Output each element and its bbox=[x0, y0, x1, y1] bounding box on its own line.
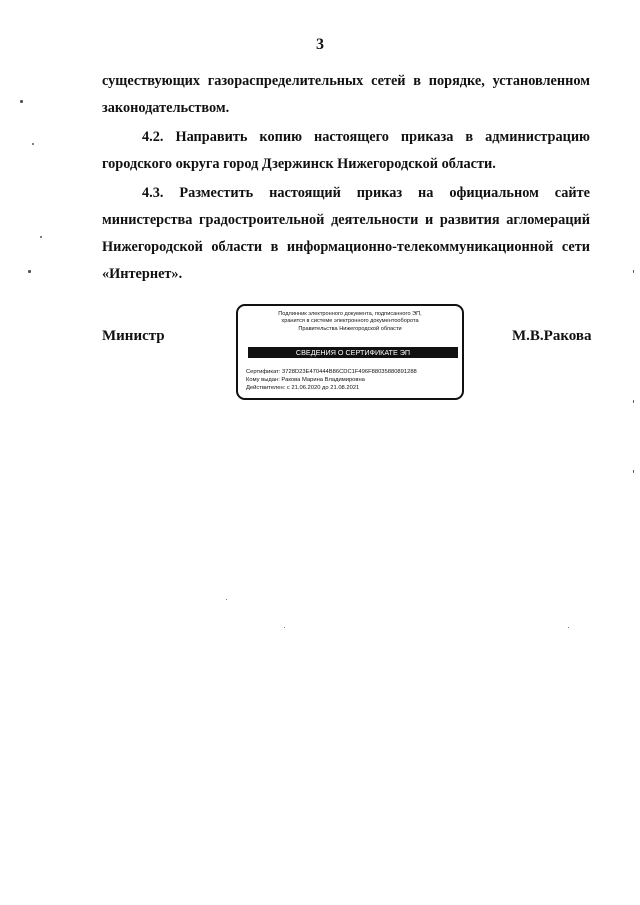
stamp-valid-period: Действителен: с 21.06.2020 до 21.08.2021 bbox=[246, 385, 360, 391]
continuation-line-1: существующих газораспределительных сетей в порядке, установленном bbox=[102, 73, 590, 89]
stamp-notice bbox=[244, 311, 456, 333]
scan-speck bbox=[226, 599, 227, 600]
electronic-signature-stamp bbox=[236, 304, 464, 400]
stamp-notice-line-3: Правительства Нижегородской области bbox=[298, 325, 402, 332]
stamp-details bbox=[246, 368, 417, 392]
stamp-notice-line-2: хранится в системе электронного документооборота bbox=[281, 318, 419, 325]
signatory-name: М.В.Ракова bbox=[512, 328, 592, 344]
scan-speck bbox=[633, 470, 634, 473]
stamp-issued-to: Кому выдан: Ракова Марина Владимировна bbox=[246, 377, 365, 383]
scan-speck bbox=[633, 400, 634, 403]
stamp-notice-line-1: Подлинник электронного документа, подписанного ЭП, bbox=[278, 311, 422, 317]
scan-speck bbox=[28, 270, 31, 273]
signatory-title: Министр bbox=[102, 328, 165, 344]
paragraph-4-2: 4.2. Направить копию настоящего приказа в администрацию городского округа город Дзержинск Нижегородской области. bbox=[102, 129, 590, 172]
continuation-line-2: законодательством. bbox=[102, 100, 230, 116]
scan-speck bbox=[633, 270, 634, 273]
scan-speck bbox=[40, 236, 42, 238]
scan-speck bbox=[20, 100, 23, 103]
scan-speck bbox=[568, 627, 569, 628]
scan-speck bbox=[284, 627, 285, 628]
page-number: 3 bbox=[316, 36, 324, 53]
scan-speck bbox=[32, 143, 34, 145]
stamp-certificate: Сертификат: 3728D23E470444B86CDC1F496F88035880891288 bbox=[246, 369, 417, 375]
continuation-paragraph bbox=[102, 68, 590, 122]
stamp-header-bar: СВЕДЕНИЯ О СЕРТИФИКАТЕ ЭП bbox=[248, 347, 458, 358]
paragraph-4-3: 4.3. Разместить настоящий приказ на официальном сайте министерства градостроительной деятельности и развития агломераций Нижегородской области в информационно-телекоммуникационной сети «Интернет». bbox=[102, 185, 590, 282]
